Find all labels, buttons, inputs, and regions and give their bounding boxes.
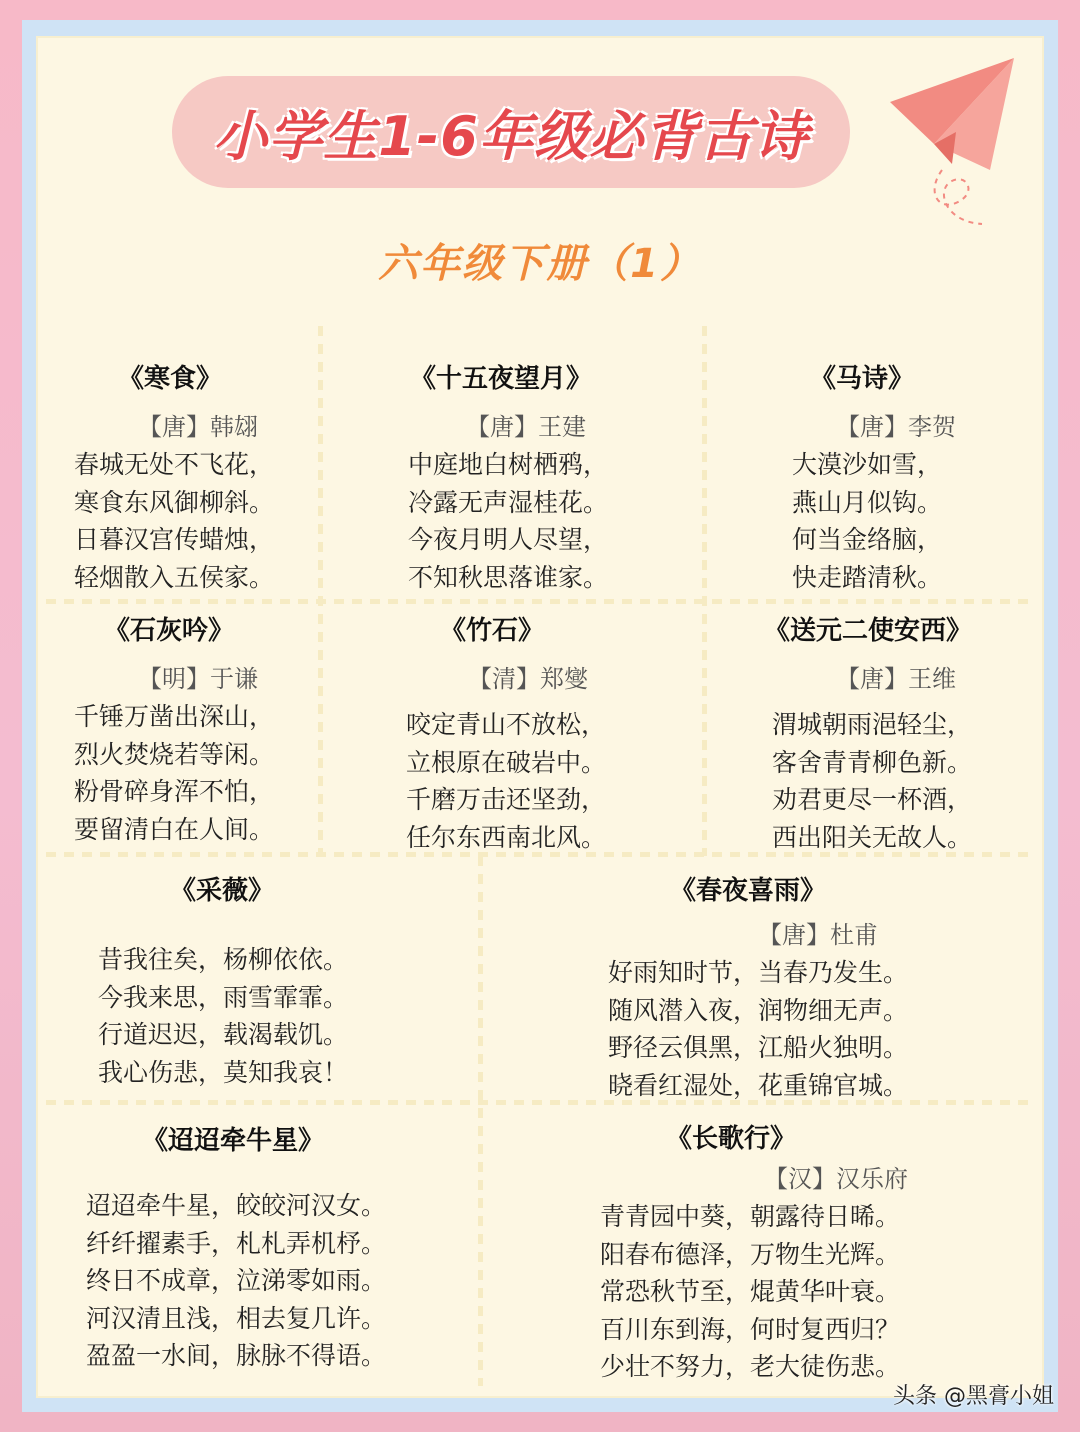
poem-line: 晓看红湿处，花重锦官城。 <box>608 1070 909 1100</box>
poem-line: 终日不成章，泣涕零如雨。 <box>86 1266 387 1295</box>
poem-lines <box>74 446 274 596</box>
poem-author: 【唐】王建 <box>466 413 586 441</box>
poem-line: 我心伤悲，莫知我哀！ <box>98 1057 349 1087</box>
poem-chunye-xiyu <box>608 870 908 1104</box>
poem-title: 《竹石》 <box>440 616 545 646</box>
poem-line: 冷露无声湿桂花。 <box>408 487 609 517</box>
poem-changgexing <box>600 1118 908 1386</box>
poem-lines <box>408 446 608 596</box>
poem-lines <box>772 706 972 856</box>
poem-line: 不知秋思落谁家。 <box>408 562 609 592</box>
poem-lines <box>406 706 606 856</box>
poem-line: 河汉清且浅，相去复几许。 <box>86 1303 387 1333</box>
poem-line: 西出阳关无故人。 <box>772 822 973 852</box>
poem-author: 【唐】韩翃 <box>138 413 258 441</box>
poem-line: 野径云俱黑，江船火独明。 <box>608 1033 909 1062</box>
poem-author: 【汉】汉乐府 <box>764 1165 908 1193</box>
poem-line: 行道迟迟，载渴载饥。 <box>98 1020 349 1049</box>
poem-lines <box>74 698 274 848</box>
paper-plane-icon <box>886 52 1026 232</box>
poem-line: 烈火焚烧若等闲。 <box>74 739 275 769</box>
page-title: 小学生1-6年级必背古诗 <box>213 104 809 168</box>
poem-line: 迢迢牵牛星，皎皎河汉女。 <box>86 1191 387 1220</box>
poem-line: 咬定青山不放松， <box>406 710 607 739</box>
poem-author: 【唐】李贺 <box>836 413 956 441</box>
poem-title: 《十五夜望月》 <box>410 364 593 394</box>
poem-title: 《送元二使安西》 <box>764 616 973 646</box>
divider <box>46 599 1034 604</box>
poem-lines <box>792 446 956 596</box>
page-subtitle: 六年级下册（1） <box>378 241 702 287</box>
poem-shiwuye-wangyue <box>408 358 608 596</box>
poem-line: 青青园中葵，朝露待日晞。 <box>600 1202 901 1231</box>
poem-title: 《寒食》 <box>118 364 223 394</box>
poem-zhushi <box>406 610 606 856</box>
poem-author: 【明】于谦 <box>138 665 258 693</box>
poem-line: 粉骨碎身浑不怕， <box>74 777 275 806</box>
divider <box>478 856 483 1386</box>
poem-caiwei <box>98 870 348 1091</box>
poem-line: 春城无处不飞花， <box>74 450 275 479</box>
poem-author: 【唐】杜甫 <box>758 921 878 949</box>
poem-line: 劝君更尽一杯酒， <box>772 785 973 814</box>
poem-hanshi <box>74 358 274 596</box>
poem-line: 日暮汉宫传蜡烛， <box>74 525 275 554</box>
poem-line: 盈盈一水间，脉脉不得语。 <box>86 1341 387 1370</box>
poem-title: 《春夜喜雨》 <box>670 876 827 906</box>
poem-line: 好雨知时节，当春乃发生。 <box>608 958 909 987</box>
divider <box>318 326 323 856</box>
poem-line: 随风潜入夜，润物细无声。 <box>608 995 909 1025</box>
poem-line: 燕山月似钩。 <box>792 487 943 517</box>
poem-lines <box>600 1198 908 1386</box>
poem-title: 《采薇》 <box>170 876 275 906</box>
poem-line: 中庭地白树栖鸦， <box>408 450 609 479</box>
poem-lines <box>86 1187 386 1375</box>
title-banner <box>172 76 850 188</box>
poem-title: 《长歌行》 <box>666 1124 797 1154</box>
poem-tiaotiao-qianniuxing <box>86 1120 386 1375</box>
poem-line: 快走踏清秋。 <box>792 562 943 592</box>
poem-line: 大漠沙如雪， <box>792 450 943 479</box>
poem-title: 《迢迢牵牛星》 <box>142 1126 325 1156</box>
poem-line: 今我来思，雨雪霏霏。 <box>98 982 349 1012</box>
poem-line: 轻烟散入五侯家。 <box>74 562 275 592</box>
poem-title: 《马诗》 <box>810 364 915 394</box>
poem-line: 纤纤擢素手，札札弄机杼。 <box>86 1228 387 1258</box>
poem-author: 【唐】王维 <box>836 665 956 693</box>
poem-line: 任尔东西南北风。 <box>406 822 607 852</box>
poem-line: 昔我往矣，杨柳依依。 <box>98 945 349 974</box>
poem-mashi <box>792 358 956 596</box>
poem-line: 寒食东风御柳斜。 <box>74 487 275 517</box>
poem-line: 千锤万凿出深山， <box>74 702 275 731</box>
poem-line: 阳春布德泽，万物生光辉。 <box>600 1239 901 1269</box>
poem-line: 渭城朝雨浥轻尘， <box>772 710 973 739</box>
poem-shihuiyin <box>74 610 274 848</box>
poem-line: 今夜月明人尽望， <box>408 525 609 554</box>
divider <box>702 326 707 856</box>
watermark: 头条 @黑膏小姐 <box>893 1384 1054 1409</box>
poem-line: 少壮不努力，老大徒伤悲。 <box>600 1352 901 1381</box>
poem-line: 常恐秋节至，焜黄华叶衰。 <box>600 1277 901 1306</box>
poem-author: 【清】郑燮 <box>468 665 588 693</box>
poem-songyuaner <box>764 610 972 856</box>
poem-title: 《石灰吟》 <box>104 616 235 646</box>
poem-line: 客舍青青柳色新。 <box>772 747 973 777</box>
poem-line: 百川东到海，何时复西归？ <box>600 1314 901 1344</box>
poem-line: 要留清白在人间。 <box>74 814 275 844</box>
poem-line: 立根原在破岩中。 <box>406 747 607 777</box>
poem-line: 何当金络脑， <box>792 525 943 554</box>
poem-line: 千磨万击还坚劲， <box>406 785 607 814</box>
poem-lines <box>608 954 908 1104</box>
poem-lines <box>98 941 348 1091</box>
